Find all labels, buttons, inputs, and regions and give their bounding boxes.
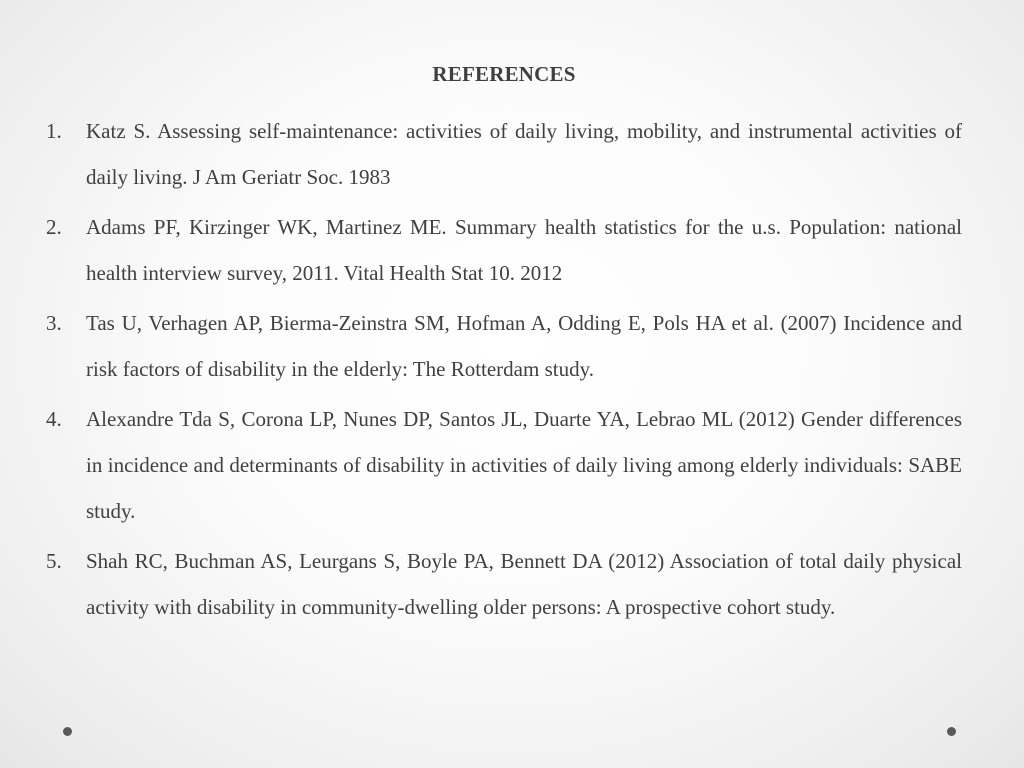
reference-item: [40, 204, 962, 296]
reference-item: [40, 396, 962, 534]
reference-text: Alexandre Tda S, Corona LP, Nunes DP, Santos JL, Duarte YA, Lebrao ML (2012) Gender differences in incidence and determinants of disability in activities of daily living among elderly individuals: SABE study.: [86, 407, 962, 523]
slide-title: REFERENCES: [432, 62, 576, 86]
reference-item: [40, 538, 962, 630]
reference-list: [40, 108, 962, 634]
reference-text: Tas U, Verhagen AP, Bierma-Zeinstra SM, Hofman A, Odding E, Pols HA et al. (2007) Incidence and risk factors of disability in the elderly: The Rotterdam study.: [86, 311, 962, 381]
reference-item: [40, 300, 962, 392]
reference-text: Adams PF, Kirzinger WK, Martinez ME. Summary health statistics for the u.s. Population: national health interview survey, 2011. Vital Health Stat 10. 2012: [86, 215, 962, 285]
reference-text: Shah RC, Buchman AS, Leurgans S, Boyle PA, Bennett DA (2012) Association of total daily physical activity with disability in community-dwelling older persons: A prospective cohort study.: [86, 549, 962, 619]
reference-number: 1.: [46, 119, 62, 143]
reference-number: 2.: [46, 215, 62, 239]
reference-item: [40, 108, 962, 200]
reference-number: 4.: [46, 407, 62, 431]
reference-text: Katz S. Assessing self-maintenance: activities of daily living, mobility, and instrumental activities of daily living. J Am Geriatr Soc. 1983: [86, 119, 962, 189]
reference-number: 5.: [46, 549, 62, 573]
reference-number: 3.: [46, 311, 62, 335]
decorative-dot-right-icon: [947, 727, 956, 736]
decorative-dot-left-icon: [63, 727, 72, 736]
